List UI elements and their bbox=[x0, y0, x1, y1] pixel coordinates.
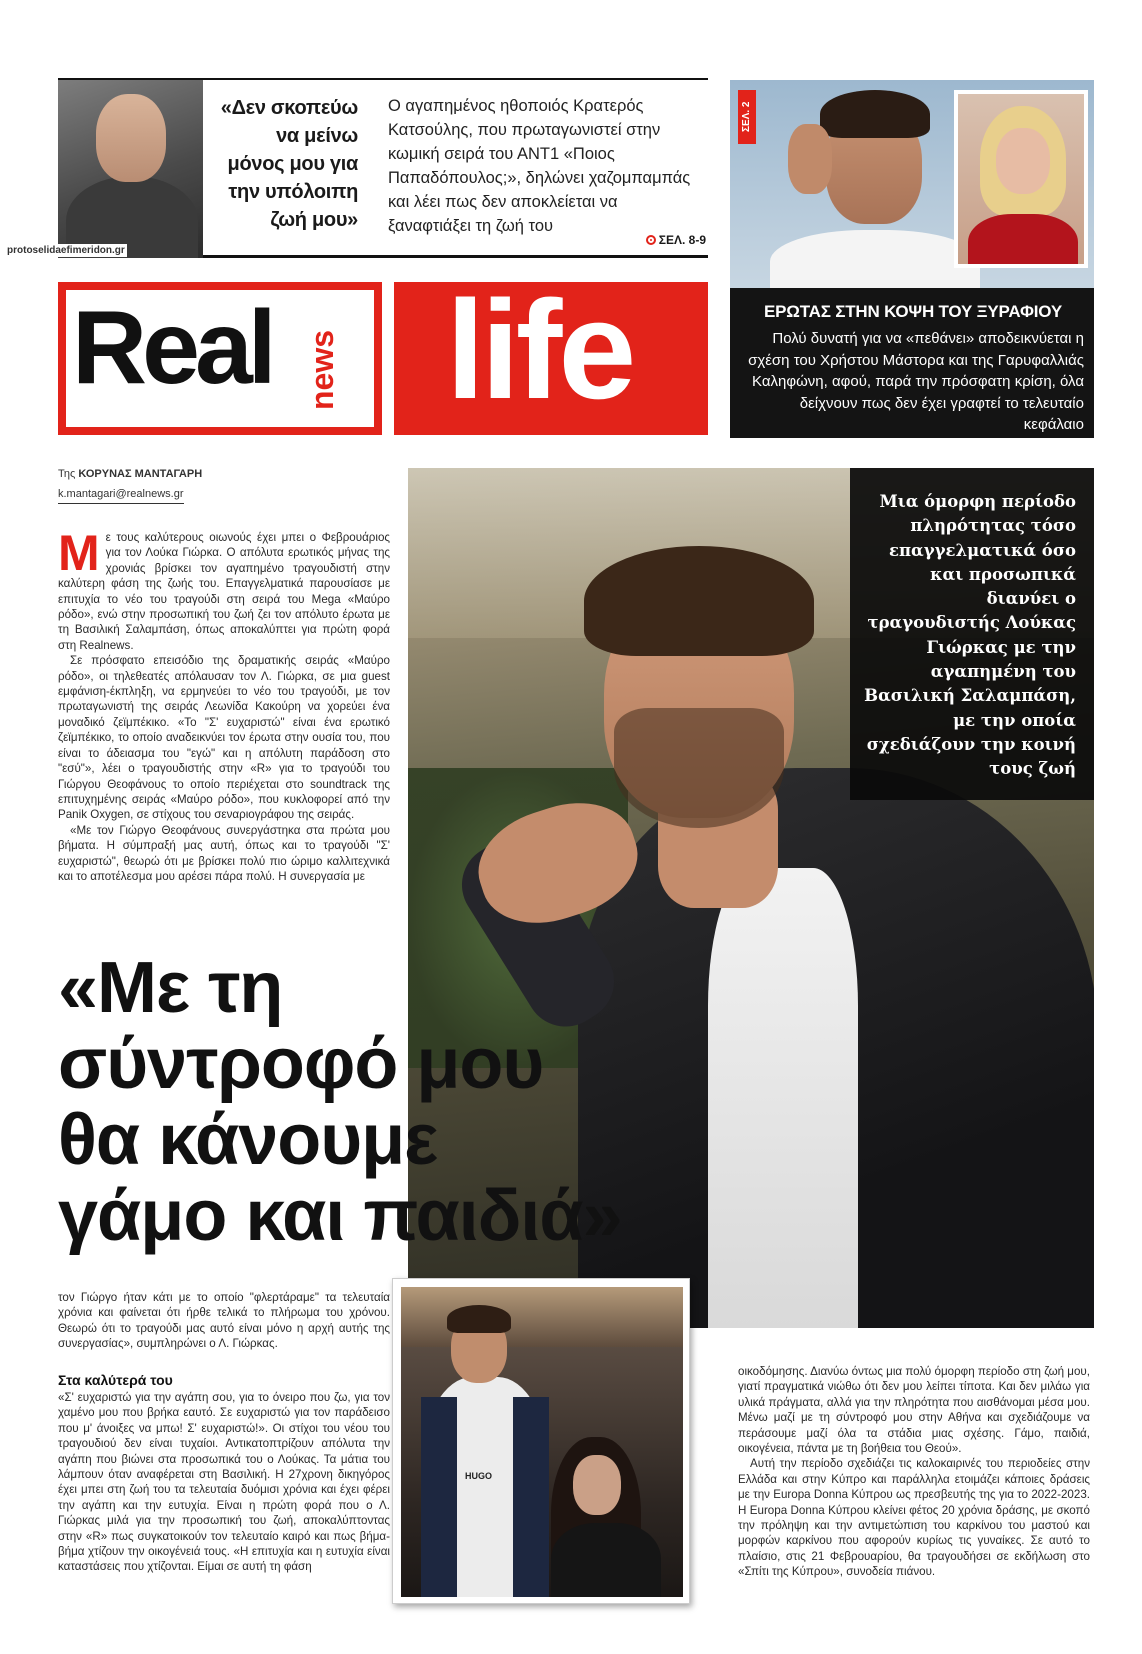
article-paragraph: Σε πρόσφατο επεισόδιο της δραματικής σειράς «Μαύρο ρόδο», οι τηλεθεατές απόλαυσαν τον Λ. Γιώρκα, σε μια guest εμφάνιση-έκπληξη, να ερμηνεύει το νέο του τραγούδι, με τον πρωταγωνιστή της σειράς Λεωνίδα Κακούρη να χορεύει ένα μοναδικό ζεϊμπέκικο. «Το "Σ' ευχαριστώ" είναι ένα ερωτικό ζεϊμπέκικο, το οποίο αναδεικνύει τον έρωτα στην ουσία του, που είναι το άδειασμα του "εγώ" και η απόλυτη παράδοση στο "εσύ"», λέει ο τραγουδιστής στην «R» για το τραγούδι του Γιώργου Θεοφάνους το οποίο περιέχεται στο soundtrack της επιτυχημένης σειράς «Μαύρο ρόδο», που κυκλοφορεί από την Panik Oxygen, σε στίχους του σεναριογράφου της σειράς. bbox=[58, 654, 390, 822]
article-column-bottom-2 bbox=[58, 1390, 390, 1575]
byline-author: ΚΟΡΥΝΑΣ ΜΑΝΤΑΓΑΡΗ bbox=[78, 468, 203, 480]
teaser-actor-photo bbox=[58, 80, 203, 258]
masthead-real bbox=[58, 282, 382, 435]
article-paragraph: Αυτή την περίοδο σχεδιάζει τις καλοκαιρινές του περιοδείες στην Ελλάδα και στην Κύπρο και παράλληλα ετοιμάζει κάποιες δράσεις με την Europa Donna Κύπρου ως πρεσβευτής της για το 2022-2023. Η Europa Donna Κύπρου κλείνει φέτος 20 χρόνια δράσης, με σκοπό την πρόληψη και την αντιμετώπιση του καρκίνου του μαστού και μορφών καρκίνου που αφορούν κυρίως τις γυναίκες. Σε αυτό το πλαίσιο, στις 21 Φεβρουαρίου, θα τραγουδήσει σε εκδήλωση στο «Σπίτι της Κύπρου», συνοδεία πιάνου. bbox=[738, 1457, 1090, 1579]
article-paragraph: ε τους καλύτερους οιωνούς έχει μπει ο Φεβρουάριος για τον Λούκα Γιώρκα. Ο απόλυτα ερωτικός μήνας της χρονιάς βρίσκει τον αγαπημένο τραγουδιστή στην καλύτερη φάση της ζωής του. Επαγγελματικά παρουσίασε με επιτυχία το νέο του τραγούδι στη σειρά του Mega «Μαύρο ρόδο», ενώ στην προσωπική του ζωή ζει τον απόλυτο έρωτα με τη Βασιλική Σαλαμπάση, όπως αποκαλύπτει για πρώτη φορά στη Realnews. bbox=[58, 531, 390, 652]
right-teaser-page-tag: ΣΕΛ. 2 bbox=[738, 90, 756, 144]
masthead-news-word: news bbox=[304, 329, 340, 410]
byline bbox=[58, 468, 202, 480]
inset-hoodie-logo: HUGO bbox=[465, 1471, 492, 1481]
article-paragraph: οικοδόμησης. Διανύω όντως μια πολύ όμορφη περίοδο στη ζωή μου, γιατί πραγματικά νιώθω ότι δεν μου λείπει τίποτα. Και δεν μιλάω για υλικά πράγματα, αλλά για την πληρότητα που αισθάνομαι μέσα μου. Μένω μαζί με τη σύντροφό μου στην Αθήνα και σχεδιάζουμε να περάσουμε μαζί όλα τα στάδια μιας σχέσης. Γάμο, παιδιά, οικογένεια, πάντα με τη βοήθεια του Θεού». bbox=[738, 1365, 1090, 1456]
headline bbox=[58, 950, 678, 1254]
right-teaser-photo bbox=[730, 80, 1094, 288]
byline-prefix: Της bbox=[58, 468, 76, 480]
masthead-life-word: life bbox=[446, 271, 633, 428]
article-column-bottom bbox=[58, 1290, 390, 1352]
watermark: protoselidaefimeridon.gr bbox=[7, 245, 125, 256]
teaser-quote: «Δεν σκοπεύω να μείνω μόνος μου για την υπόλοιπη ζωή μου» bbox=[220, 97, 358, 231]
article-subhead: Στα καλύτερά του bbox=[58, 1372, 173, 1388]
article-paragraph: «Σ' ευχαριστώ για την αγάπη σου, για το όνειρο που ζω, για τον χαμένο μου που βρήκα εαυτό. Σε ευχαριστώ για τον παράδεισο που μ' άνοιξες να μπω! Σ' ευχαριστώ!». Οι στίχοι του νέου του τραγουδιού δεν είναι τυχαίοι. Αντικατοπτρίζουν απόλυτα την αγάπη που βιώνει στα προσωπικά του ο Λούκας. Τα μάτια του λάμπουν όταν αναφέρεται στη Βασιλική. Η 27χρονη δικηγόρος έχει μπει στη ζωή του τα τελευταία δυόμισι χρόνια και έχει φέρει την αγάπη και την ευτυχία. Είναι η πρώτη φορά που ο Λ. Γιώρκας μιλά για την προσωπική του ζωή, αποκαλύπτοντας στην «R» πως συγκατοικούν τον τελευταίο καιρό και πως βήμα-βήμα χτίζουν την οικογένειά τους. «Η επιτυχία και η ευτυχία είναι καταστάσεις που χτίζονται. Είμαι σε αυτή τη φάση bbox=[58, 1391, 390, 1574]
right-teaser-text: Πολύ δυνατή για να «πεθάνει» αποδεικνύεται η σχέση του Χρήστου Μάστορα και της Γαρυφαλλιάς Καληφώνη, αφού, παρά την πρόσφατη κρίση, όλα δείχνουν πως δεν έχει γραφτεί το τελευταίο κεφάλαιο bbox=[748, 330, 1084, 433]
right-teaser-title: ΕΡΩΤΑΣ ΣΤΗΝ ΚΟΨΗ ΤΟΥ ΞΥΡΑΦΙΟΥ bbox=[763, 302, 1062, 321]
headline-line: «Με τη bbox=[58, 948, 283, 1028]
hero-caption: Μια όμορφη περίοδο πληρότητας τόσο επαγγελματικά όσο και προσωπικά διανύει ο τραγουδιστής Λούκας Γιώρκας με την αγαπημένη του Βασιλική Σαλαμπάση, με την οποία σχεδιάζουν την κοινή τους ζωή bbox=[864, 492, 1076, 779]
headline-line: θα κάνουμε bbox=[58, 1100, 438, 1180]
right-teaser-inset-photo bbox=[954, 90, 1088, 268]
drop-cap: Μ bbox=[58, 525, 100, 581]
masthead-real-word: Real bbox=[72, 290, 272, 406]
right-teaser[interactable] bbox=[730, 80, 1094, 438]
article-paragraph: τον Γιώργο ήταν κάτι με το οποίο "φλερτάραμε" τα τελευταία χρόνια και φαίνεται ότι ήρθε τελικά το πλήρωμα του χρόνου. Θεωρώ ότι το τραγούδι μας αυτό είναι μόνο η αρχή αυτής της συνεργασίας», συμπληρώνει ο Λ. Γιώρκας. bbox=[58, 1291, 390, 1351]
headline-line: γάμο και παιδιά» bbox=[58, 1176, 622, 1256]
teaser-page-label: ΣΕΛ. 8-9 bbox=[658, 233, 706, 247]
teaser-text: Ο αγαπημένος ηθοποιός Κρατερός Κατσούλης, που πρωταγωνιστεί στην κωμική σειρά του ΑΝΤ1 «Ποιος Παπαδόπουλος;», δηλώνει χαζομπαμπάς και λέει πως δεν αποκλείεται να ξαναφτιάξει τη ζωή του bbox=[388, 97, 691, 235]
inset-couple-photo bbox=[401, 1287, 683, 1597]
article-column-top bbox=[58, 525, 390, 884]
target-icon bbox=[646, 235, 656, 245]
headline-line: σύντροφό μου bbox=[58, 1024, 544, 1104]
article-paragraph: «Με τον Γιώργο Θεοφάνους συνεργάστηκα στα πρώτα μου βήματα. Η σύμπραξή μας αυτή, όπως και το τραγούδι "Σ' ευχαριστώ", θεωρώ ότι με βρίσκει πολύ πιο ώριμο καλλιτεχνικά και το αποτέλεσμα μου αρέσει πάρα πολύ. Η συνεργασία με bbox=[58, 823, 390, 883]
teaser-page-ref bbox=[646, 233, 706, 247]
masthead-life bbox=[394, 271, 708, 435]
byline-email[interactable]: k.mantagari@realnews.gr bbox=[58, 488, 184, 504]
article-column-right bbox=[738, 1364, 1090, 1580]
inset-photo-frame bbox=[392, 1278, 690, 1604]
top-teaser[interactable] bbox=[58, 78, 708, 258]
